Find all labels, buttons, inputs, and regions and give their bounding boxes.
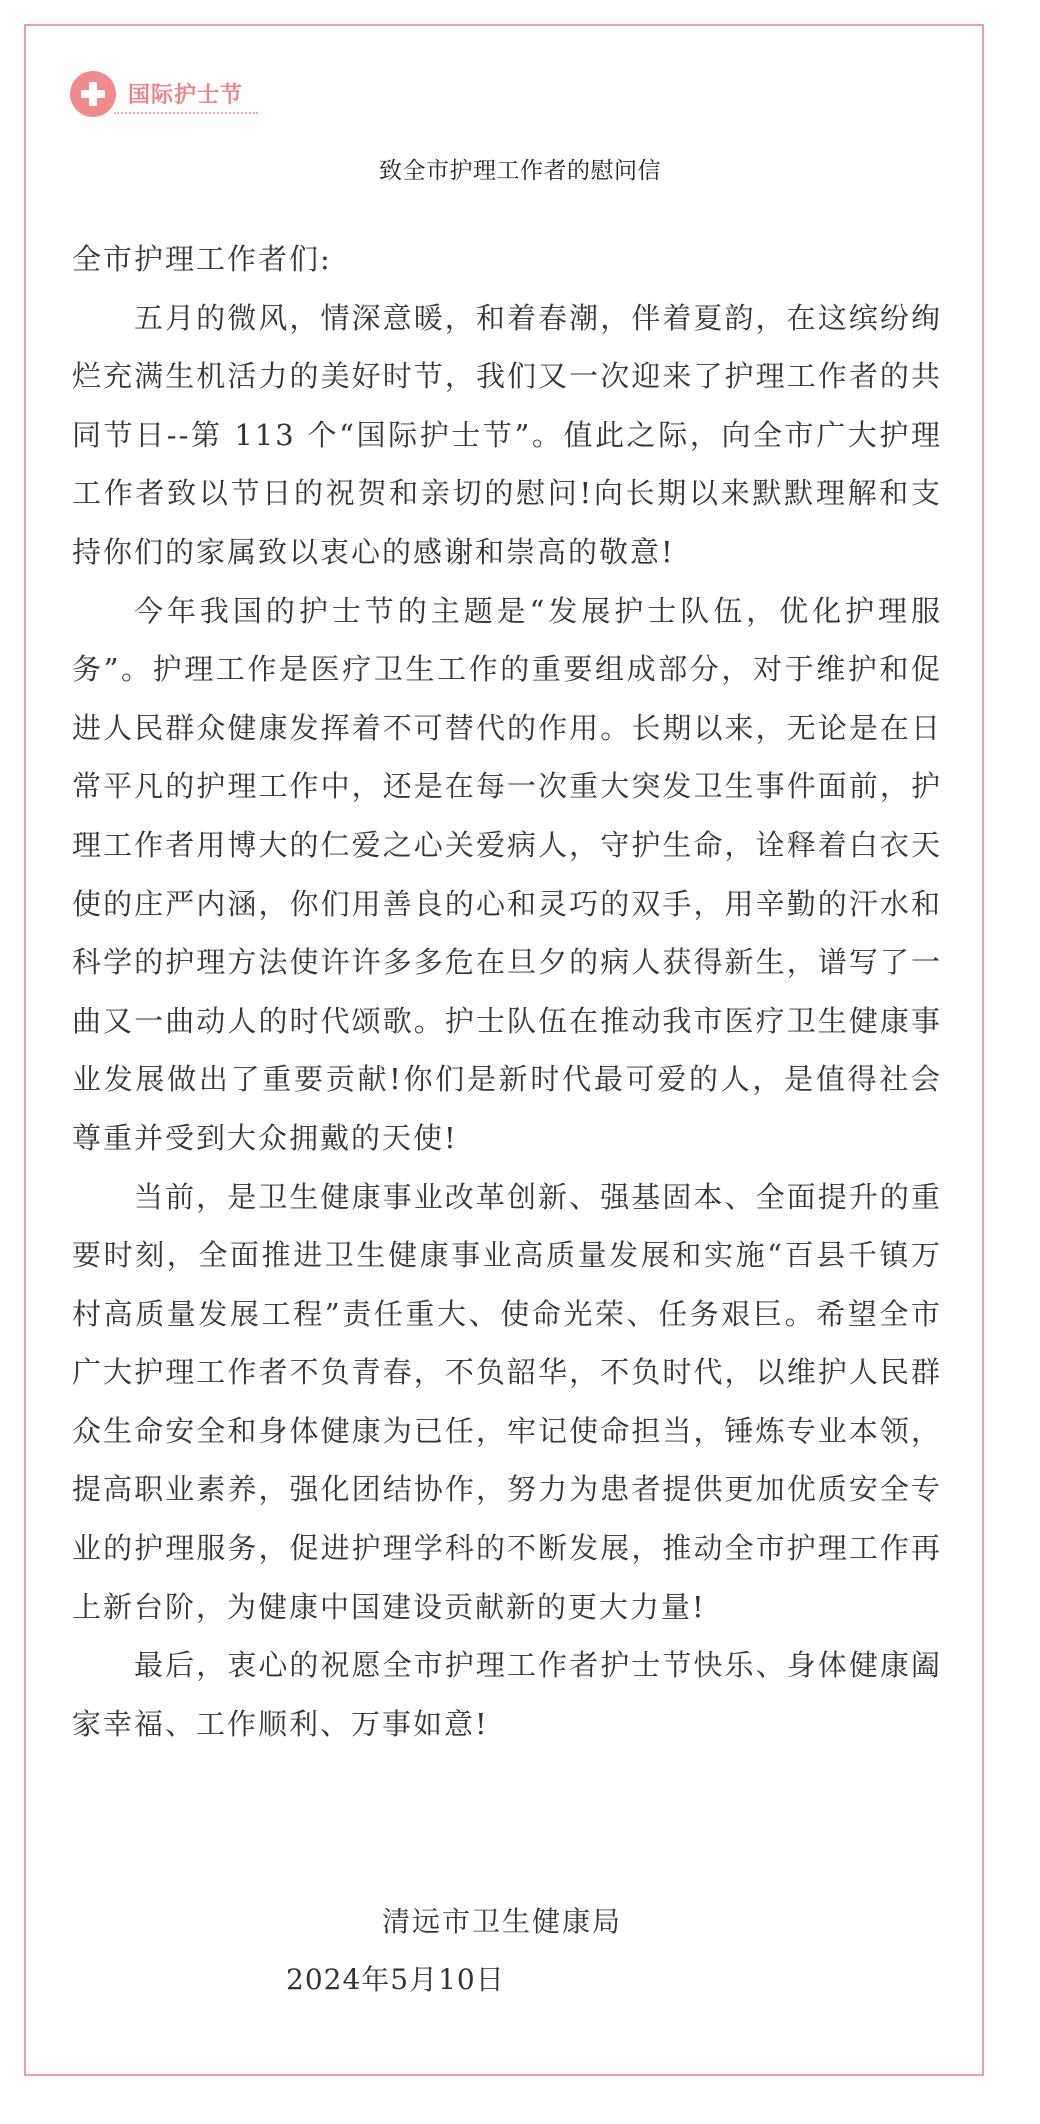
letter-paragraph-2: 今年我国的护士节的主题是“发展护士队伍，优化护理服务”。护理工作是医疗卫生工作的重要组成部分，对于维护和促进人民群众健康发挥着不可替代的作用。长期以来，无论是在日常平凡的护理工作中，还是在每一次重大突发卫生事件面前，护理工作者用博大的仁爱之心关爱病人，守护生命，诠释着白衣天使的庄严内涵，你们用善良的心和灵巧的双手，用辛勤的汗水和科学的护理方法使许许多多危在旦夕的病人获得新生，谱写了一曲又一曲动人的时代颂歌。护士队伍在推动我市医疗卫生健康事业发展做出了重要贡献!你们是新时代最可爱的人，是值得社会尊重并受到大众拥戴的天使! <box>72 593 942 1155</box>
letter-paragraph-4: 最后，衷心的祝愿全市护理工作者护士节快乐、身体健康阖家幸福、工作顺利、万事如意! <box>72 1648 942 1741</box>
letter-salutation: 全市护理工作者们: <box>72 242 332 276</box>
red-cross-icon <box>70 71 116 117</box>
letter-paragraph-1: 五月的微风，情深意暖，和着春潮，伴着夏韵，在这缤纷绚烂充满生机活力的美好时节，我们又一次迎来了护理工作者的共同节日--第 113 个“国际护士节”。值此之际，向全市广大护理工作者致以节日的祝贺和亲切的慰问!向长期以来默默理解和支持你们的家属致以衷心的感谢和崇高的敬意! <box>72 300 942 569</box>
header-banner <box>70 70 243 118</box>
letter-title: 致全市护理工作者的慰问信 <box>379 158 661 184</box>
header-underline <box>114 112 258 114</box>
letter-body <box>72 230 942 1753</box>
header-label: 国际护士节 <box>128 82 244 108</box>
letter-signature: 清远市卫生健康局 <box>382 1905 623 1938</box>
letter-date: 2024年5月10日 <box>286 1963 505 1996</box>
letter-paragraph-3: 当前，是卫生健康事业改革创新、强基固本、全面提升的重要时刻，全面推进卫生健康事业高质量发展和实施“百县千镇万村高质量发展工程”责任重大、使命光荣、任务艰巨。希望全市广大护理工作者不负青春，不负韶华，不负时代，以维护人民群众生命安全和身体健康为已任，牢记使命担当，锤炼专业本领，提高职业素养，强化团结协作，努力为患者提供更加优质安全专业的护理服务，促进护理学科的不断发展，推动全市护理工作再上新台阶，为健康中国建设贡献新的更大力量! <box>72 1179 942 1624</box>
